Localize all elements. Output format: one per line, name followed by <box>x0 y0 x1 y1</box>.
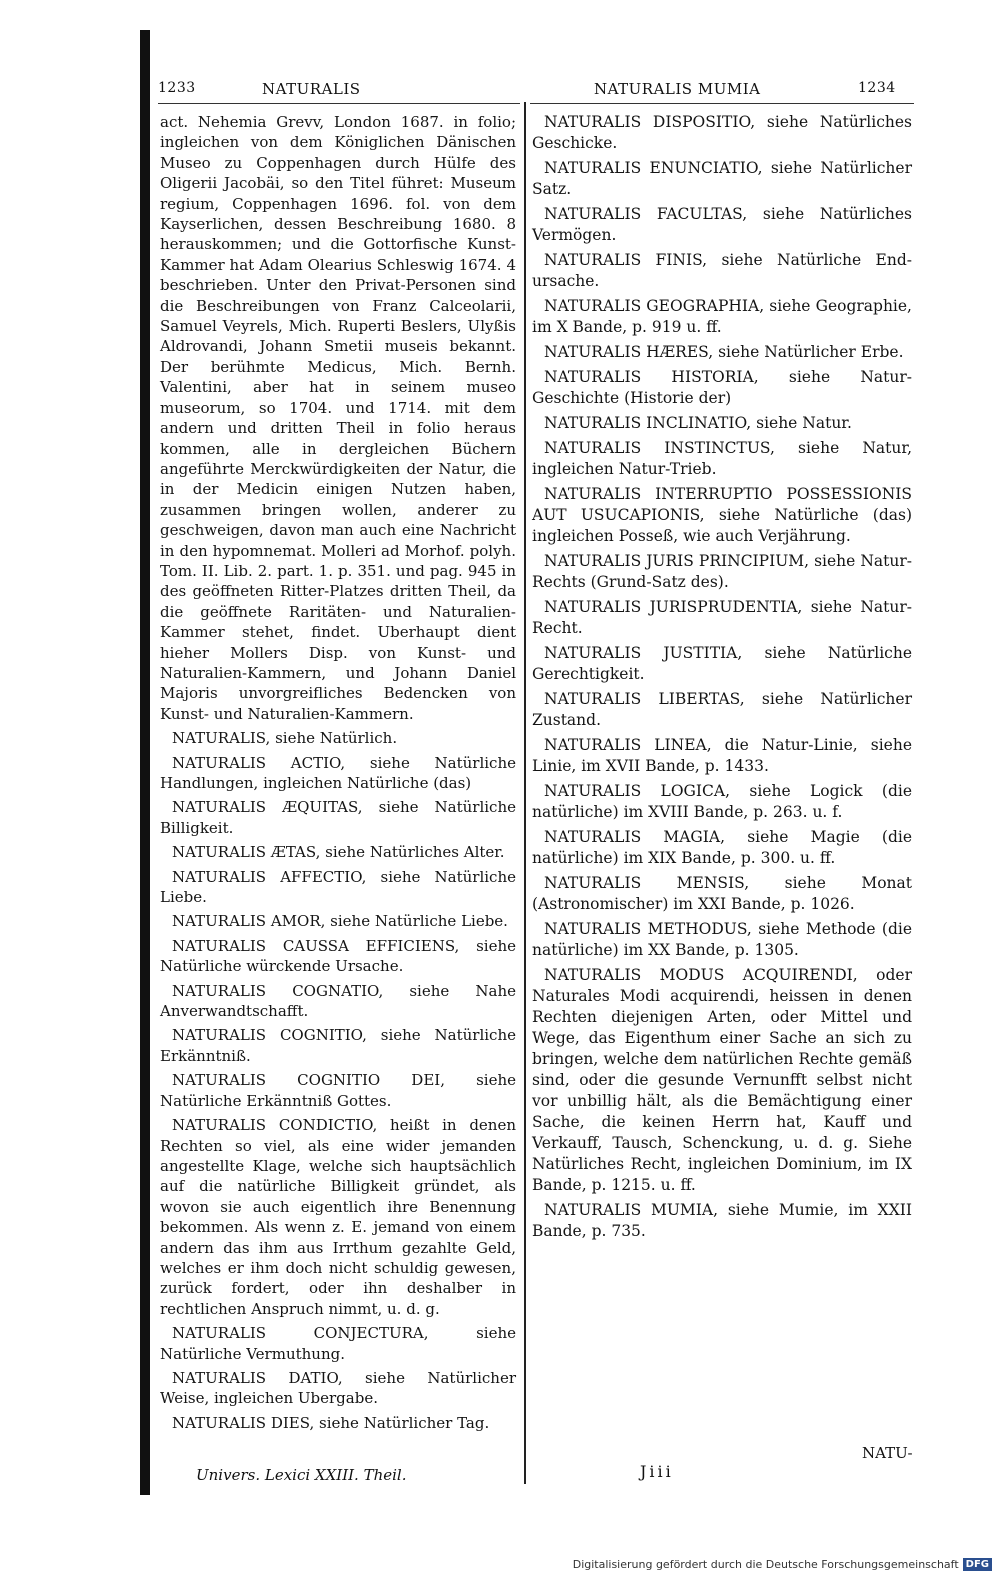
header-rule-left <box>158 103 520 104</box>
dictionary-entry: NATURALIS LOGICA, siehe Logick (die natürliche) im XVIII Bande, p. 263. u. f. <box>532 782 912 821</box>
dictionary-entry: NATURALIS ÆTAS, siehe Natürliches Alter. <box>172 843 505 862</box>
dictionary-entry: NATURALIS JURIS PRINCIPIUM, siehe Natur-Rechts (Grund-Satz des). <box>532 552 912 591</box>
dictionary-entry: NATURALIS INSTINCTUS, siehe Natur, ingleichen Natur-Trieb. <box>532 439 912 478</box>
dictionary-entry: NATURALIS INCLINATIO, siehe Natur. <box>544 414 852 432</box>
dictionary-entry: NATURALIS ÆQUITAS, siehe Natürliche Billigkeit. <box>160 798 516 837</box>
sheet-signature: Jiii <box>640 1462 674 1481</box>
scan-binding-edge <box>140 30 150 1495</box>
running-head-right: NATURALIS MUMIA <box>594 80 761 98</box>
header-rule-right <box>530 103 914 104</box>
dictionary-entry: NATURALIS JURISPRUDENTIA, siehe Natur-Recht. <box>532 598 912 637</box>
dictionary-entry: NATURALIS COGNATIO, siehe Nahe Anverwandtschafft. <box>160 981 516 1021</box>
dictionary-entry: NATURALIS LIBERTAS, siehe Natürlicher Zustand. <box>532 690 912 729</box>
dictionary-entry: NATURALIS METHODUS, siehe Methode (die natürliche) im XX Bande, p. 1305. <box>532 920 912 959</box>
running-head-left: NATURALIS <box>262 80 361 98</box>
dictionary-entry: NATURALIS CONDICTIO, heißt in denen Rechten so viel, als eine wider jemanden angestellte Klage, welche sich hauptsächlich auf die natürliche Billigkeit gründet, als wovon sie auch eigentlich ihre Benennung bekommen. Als wenn z. E. jemand von einem andern das ihm aus Irrthum gezahlte Geld, welches er ihm doch nicht schuldig gewesen, zurück fordert, oder ihn deshalber in rechtlichen Anspruch nimmt, u. d. g. <box>160 1116 516 1318</box>
signature-line: Univers. Lexici XXIII. Theil. <box>196 1466 407 1484</box>
catchword: NATU- <box>862 1444 913 1462</box>
dictionary-entry: NATURALIS HISTORIA, siehe Natur-Geschichte (Historie der) <box>532 368 912 407</box>
dictionary-entry: NATURALIS GEOGRAPHIA, siehe Geographie, im X Bande, p. 919 u. ff. <box>532 297 912 336</box>
dictionary-entry: NATURALIS FINIS, siehe Natürliche End-ursache. <box>532 251 912 290</box>
column-divider <box>524 102 526 1484</box>
dictionary-entry: NATURALIS LINEA, die Natur-Linie, siehe Linie, im XVII Bande, p. 1433. <box>532 736 912 775</box>
page-number-right: 1234 <box>858 80 896 96</box>
dictionary-entry: NATURALIS AFFECTIO, siehe Natürliche Liebe. <box>160 867 516 907</box>
dictionary-entry: NATURALIS MODUS ACQUIRENDI, oder Naturales Modi acquirendi, heissen in denen Rechten diejenigen Arten, oder Mittel und Wege, das Eigenthum einer Sache an sich zu bringen, welche dem natürlichen Rechte gemäß sind, oder die gesunde Vernunfft selbst nicht vor unbillig hält, als die Bemächtigung einer Sache, die keinen Herrn hat, Kauff und Verkauff, Tausch, Schenckung, u. d. g. Siehe Natürliches Recht, ingleichen Dominium, im IX Bande, p. 1215. u. ff. <box>532 966 912 1194</box>
dictionary-entry: NATURALIS MENSIS, siehe Monat (Astronomischer) im XXI Bande, p. 1026. <box>532 874 912 913</box>
dictionary-entry: act. Nehemia Grevv, London 1687. in folio; ingleichen von dem Königlichen Dänischen Museo zu Coppenhagen durch Hülfe des Oligerii Jacobäi, so den Titel führet: Museum regium, Coppenhagen 1696. fol. von dem Kayserlichen, dessen Beschreibung 1680. 8 herauskommen; und die Gottorfische Kunst-Kammer hat Adam Olearius Schleswig 1674. 4 beschrieben. Unter den Privat-Personen sind die Beschreibungen von Franz Calceolarii, Samuel Veyrels, Mich. Ruperti Beslers, Ulyßis Aldrovandi, Johann Smetii museis bekannt. Der berühmte Medicus, Mich. Bernh. Valentini, aber hat in seinem museo museorum, so 1704. und 1714. mit dem andern und dritten Theil in folio heraus kommen, alle in dergleichen Büchern angeführte Merckwürdigkeiten der Natur, die in der Medicin einigen Nutzen haben, zusammen bringen wollen, anderer zu geschweigen, davon man auch eine Nachricht in den hypomnemat. Molleri ad Morhof. polyh. Tom. II. Lib. 2. part. 1. p. 351. und pag. 945 in des geöffneten Ritter-Platzes dritten Theil, da die geöffnete Raritäten- und Naturalien-Kammer stehet, findet. Uberhaupt dient hieher Mollers Disp. von Kunst- und Naturalien-Kammern, und Johann Daniel Majoris unvorgreifliches Bedencken von Kunst- und Naturalien-Kammern. <box>160 113 516 723</box>
dictionary-entry: NATURALIS CONJECTURA, siehe Natürliche Vermuthung. <box>160 1324 516 1363</box>
dictionary-entry: NATURALIS DIES, siehe Natürlicher Tag. <box>172 1413 490 1432</box>
digitization-credit <box>573 1558 992 1571</box>
dfg-logo: DFG <box>963 1558 992 1571</box>
left-column <box>160 112 516 1437</box>
dictionary-entry: NATURALIS FACULTAS, siehe Natürliches Vermögen. <box>532 205 912 244</box>
dictionary-entry: NATURALIS INTERRUPTIO POSSESSIONIS AUT USUCAPIONIS, siehe Natürliche (das) ingleichen Posseß, wie auch Verjährung. <box>532 485 912 545</box>
dictionary-entry: NATURALIS CAUSSA EFFICIENS, siehe Natürliche würckende Ursache. <box>160 936 516 976</box>
dictionary-entry: NATURALIS COGNITIO DEI, siehe Natürliche Erkänntniß Gottes. <box>160 1071 516 1110</box>
dictionary-entry: NATURALIS DATIO, siehe Natürlicher Weise, ingleichen Ubergabe. <box>160 1368 516 1408</box>
dictionary-entry: NATURALIS COGNITIO, siehe Natürliche Erkänntniß. <box>160 1026 516 1065</box>
dictionary-entry: NATURALIS JUSTITIA, siehe Natürliche Gerechtigkeit. <box>532 644 912 683</box>
dictionary-entry: NATURALIS DISPOSITIO, siehe Natürliches Geschicke. <box>532 113 912 152</box>
dictionary-entry: NATURALIS ENUNCIATIO, siehe Natürlicher Satz. <box>532 159 912 198</box>
page-number-left: 1233 <box>158 80 196 96</box>
dictionary-entry: NATURALIS MUMIA, siehe Mumie, im XXII Bande, p. 735. <box>532 1201 912 1240</box>
dictionary-entry: NATURALIS, siehe Natürlich. <box>172 729 398 748</box>
dictionary-entry: NATURALIS AMOR, siehe Natürliche Liebe. <box>172 912 508 931</box>
dictionary-entry: NATURALIS ACTIO, siehe Natürliche Handlungen, ingleichen Natürliche (das) <box>160 753 516 792</box>
dictionary-entry: NATURALIS MAGIA, siehe Magie (die natürliche) im XIX Bande, p. 300. u. ff. <box>532 828 912 867</box>
digitization-note: Digitalisierung gefördert durch die Deutsche Forschungsgemeinschaft <box>572 1558 959 1571</box>
right-column <box>532 112 912 1246</box>
dictionary-entry: NATURALIS HÆRES, siehe Natürlicher Erbe. <box>544 343 904 361</box>
